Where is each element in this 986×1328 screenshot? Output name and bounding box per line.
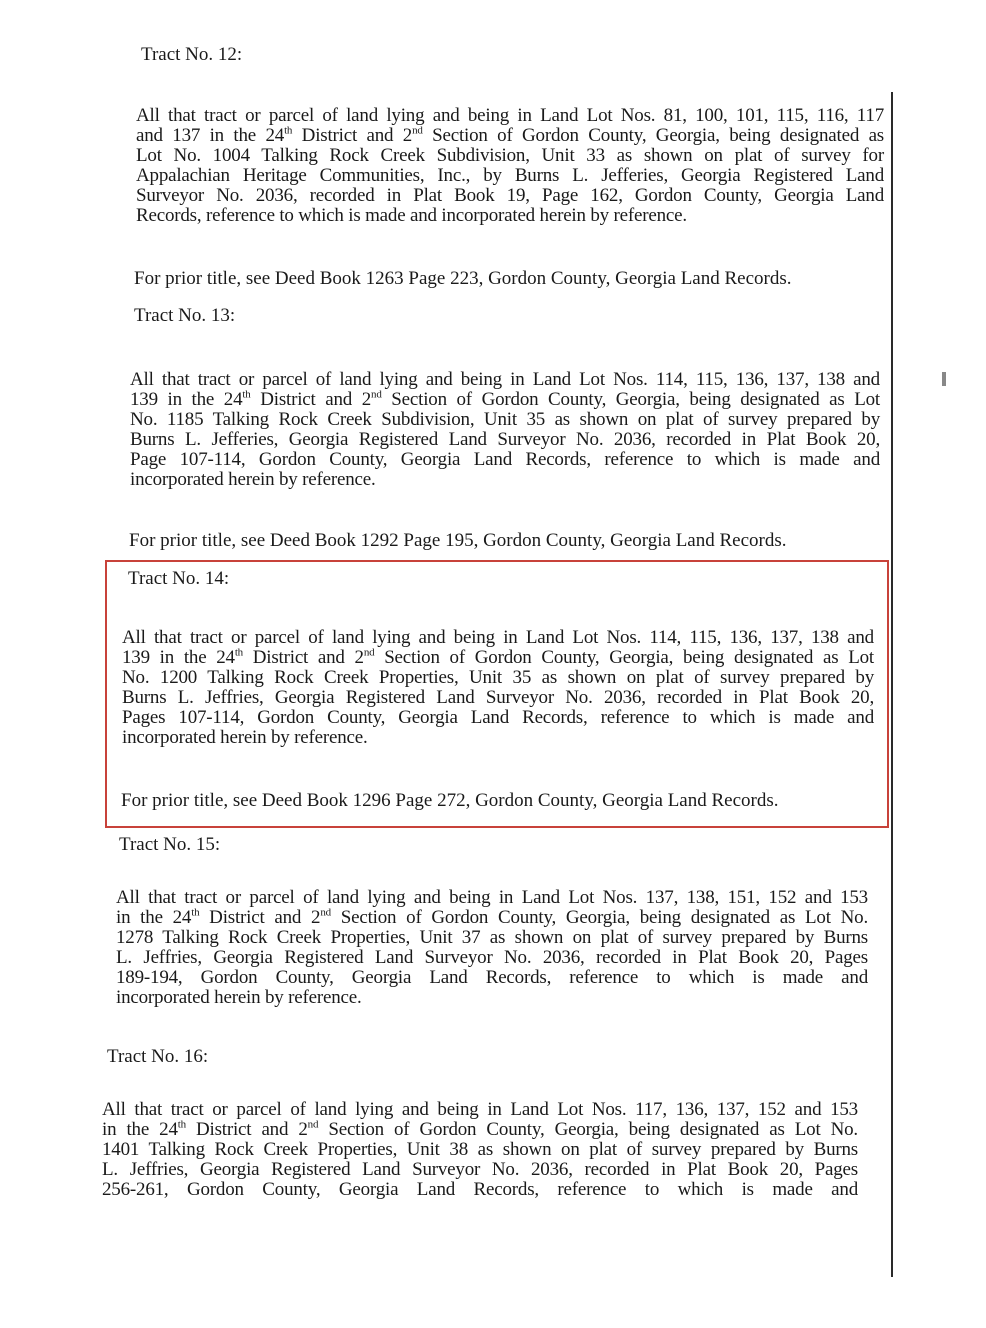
tract-12-line: Surveyor No. 2036, recorded in Plat Book 19, Page 162, Gordon County, Georgia Land — [136, 185, 884, 206]
tract-14-line: Pages 107-114, Gordon County, Georgia Land Records, reference to which is made and — [122, 707, 874, 728]
tract-14-description — [122, 628, 874, 748]
tract-12-line: All that tract or parcel of land lying and being in Land Lot Nos. 81, 100, 101, 115, 116, 117 — [136, 105, 884, 126]
tract-14-line: Burns L. Jeffries, Georgia Registered Land Surveyor No. 2036, recorded in Plat Book 20, — [122, 687, 874, 708]
tract-13-heading: Tract No. 13: — [134, 305, 236, 326]
tract-12-line: Lot No. 1004 Talking Rock Creek Subdivision, Unit 33 as shown on plat of survey for — [136, 145, 884, 166]
tract-13-line: incorporated herein by reference. — [130, 469, 376, 490]
tract-15-line: 1278 Talking Rock Creek Properties, Unit 37 as shown on plat of survey prepared by Burns — [116, 927, 868, 948]
tract-14-heading: Tract No. 14: — [128, 568, 230, 589]
tract-16-line: 256-261, Gordon County, Georgia Land Records, reference to which is made and — [102, 1179, 858, 1200]
tract-12-prior-title: For prior title, see Deed Book 1263 Page 223, Gordon County, Georgia Land Records. — [134, 268, 792, 289]
tract-16-heading: Tract No. 16: — [107, 1046, 209, 1067]
margin-mark — [942, 372, 946, 386]
tract-14-prior-title: For prior title, see Deed Book 1296 Page 272, Gordon County, Georgia Land Records. — [121, 790, 779, 811]
tract-15-line: incorporated herein by reference. — [116, 987, 362, 1008]
tract-12-line: Appalachian Heritage Communities, Inc., by Burns L. Jefferies, Georgia Registered Land — [136, 165, 884, 186]
tract-13-description — [130, 370, 880, 490]
tract-12-line: and 137 in the 24th District and 2nd Section of Gordon County, Georgia, being designated as — [136, 124, 884, 146]
tract-15-line: L. Jeffries, Georgia Registered Land Surveyor No. 2036, recorded in Plat Book 20, Pages — [116, 947, 868, 968]
tract-16-line: All that tract or parcel of land lying and being in Land Lot Nos. 117, 136, 137, 152 and 153 — [102, 1099, 858, 1120]
tract-14-line: All that tract or parcel of land lying and being in Land Lot Nos. 114, 115, 136, 137, 138 and — [122, 627, 874, 648]
tract-15-heading: Tract No. 15: — [119, 834, 221, 855]
tract-16-line: L. Jeffries, Georgia Registered Land Surveyor No. 2036, recorded in Plat Book 20, Pages — [102, 1159, 858, 1180]
tract-13-line: No. 1185 Talking Rock Creek Subdivision, Unit 35 as shown on plat of survey prepared by — [130, 409, 880, 430]
tract-13-line: Burns L. Jefferies, Georgia Registered Land Surveyor No. 2036, recorded in Plat Book 20, — [130, 429, 880, 450]
tract-14-line: incorporated herein by reference. — [122, 727, 368, 748]
tract-13-line: Page 107-114, Gordon County, Georgia Land Records, reference to which is made and — [130, 449, 880, 470]
tract-15-line: All that tract or parcel of land lying and being in Land Lot Nos. 137, 138, 151, 152 and 153 — [116, 887, 868, 908]
tract-13-line: 139 in the 24th District and 2nd Section of Gordon County, Georgia, being designated as Lot — [130, 388, 880, 410]
margin-rule — [891, 92, 893, 1277]
tract-13-line: All that tract or parcel of land lying and being in Land Lot Nos. 114, 115, 136, 137, 138 and — [130, 369, 880, 390]
tract-15-line: 189-194, Gordon County, Georgia Land Records, reference to which is made and — [116, 967, 868, 988]
tract-15-line: in the 24th District and 2nd Section of Gordon County, Georgia, being designated as Lot No. — [116, 906, 868, 928]
tract-14-line: 139 in the 24th District and 2nd Section of Gordon County, Georgia, being designated as Lot — [122, 646, 874, 668]
tract-12-description — [136, 106, 884, 226]
tract-12-line: Records, reference to which is made and incorporated herein by reference. — [136, 205, 687, 226]
tract-16-line: 1401 Talking Rock Creek Properties, Unit 38 as shown on plat of survey prepared by Burns — [102, 1139, 858, 1160]
tract-12-heading: Tract No. 12: — [141, 44, 243, 65]
tract-13-prior-title: For prior title, see Deed Book 1292 Page 195, Gordon County, Georgia Land Records. — [129, 530, 787, 551]
tract-16-description — [102, 1100, 858, 1200]
tract-14-line: No. 1200 Talking Rock Creek Properties, Unit 35 as shown on plat of survey prepared by — [122, 667, 874, 688]
tract-16-line: in the 24th District and 2nd Section of Gordon County, Georgia, being designated as Lot No. — [102, 1118, 858, 1140]
tract-15-description — [116, 888, 868, 1008]
